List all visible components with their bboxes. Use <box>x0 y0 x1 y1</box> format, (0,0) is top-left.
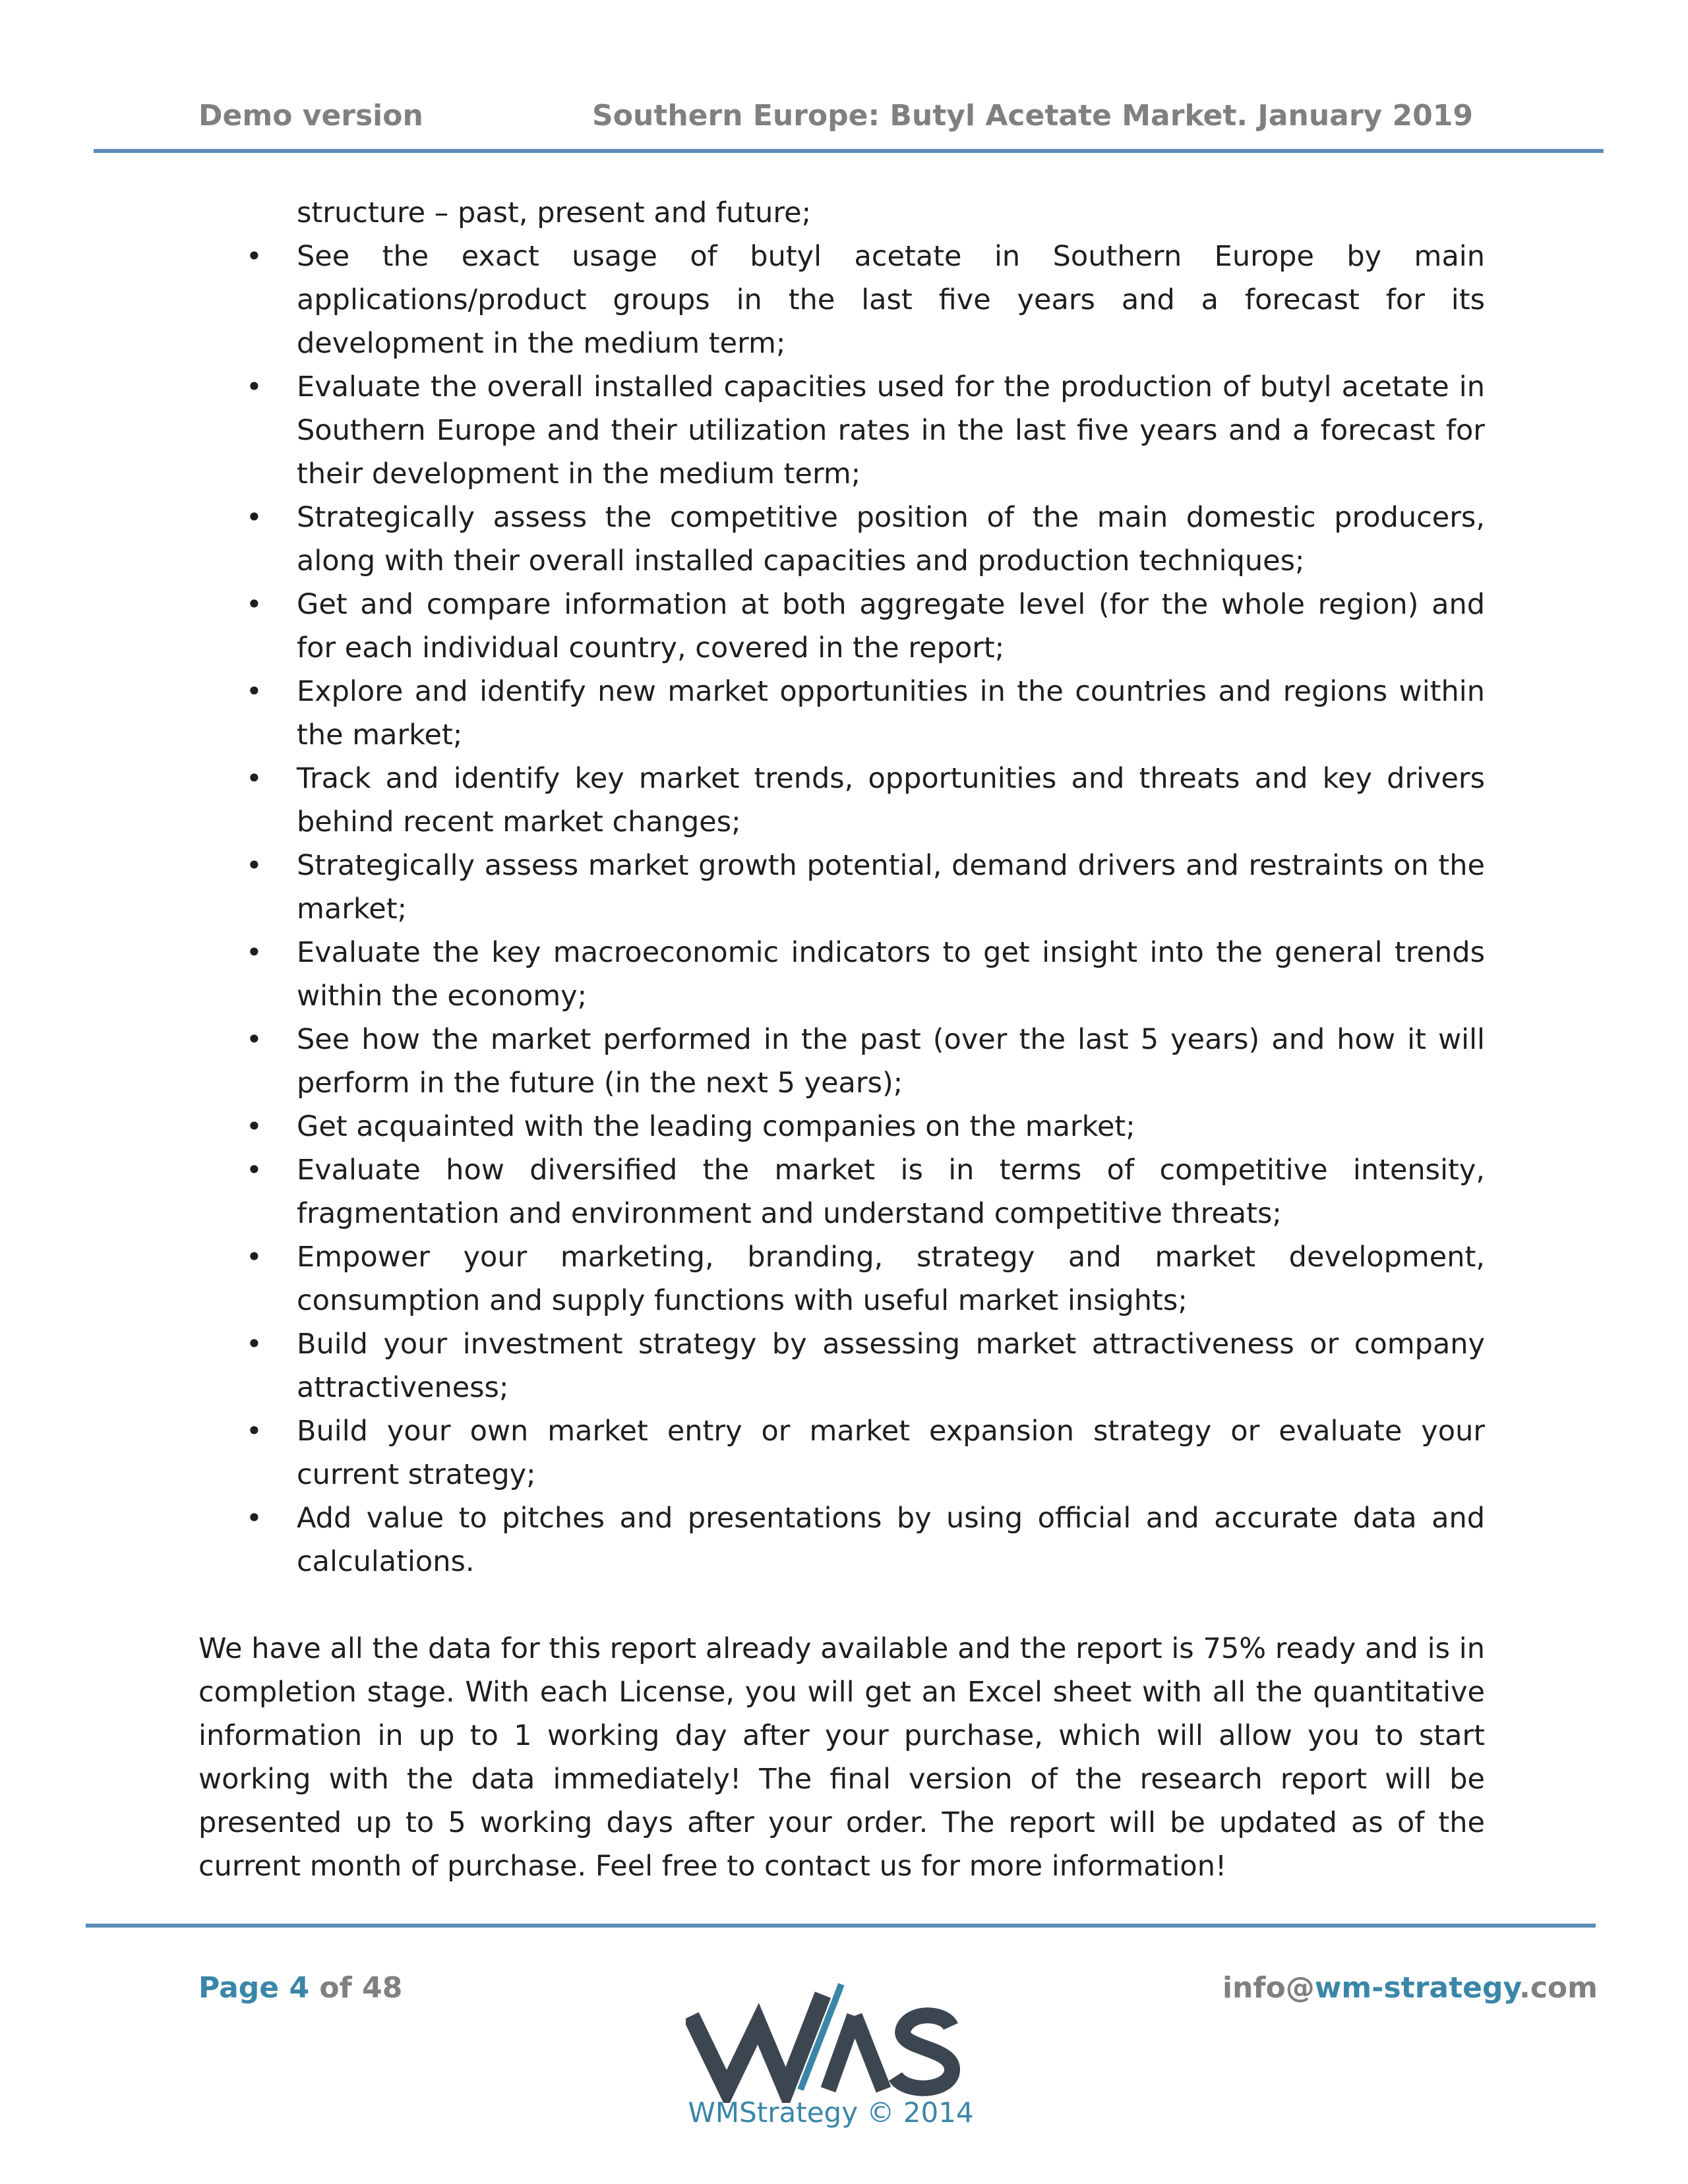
list-item: • Empower your marketing, branding, strategy and market development, consumption and supply functions with useful market insights; <box>198 1235 1485 1322</box>
list-item: • Track and identify key market trends, opportunities and threats and key drivers behind recent market changes; <box>198 757 1485 844</box>
page-number <box>198 1971 402 2005</box>
page-header <box>0 0 1688 158</box>
logo-letter-s <box>895 2015 952 2088</box>
contact-email[interactable] <box>1222 1971 1598 2005</box>
list-item: structure – past, present and future; <box>297 196 812 229</box>
list-item: • Build your investment strategy by assessing market attractiveness or company attractiveness; <box>198 1322 1485 1409</box>
list-item: • Get acquainted with the leading companies on the market; <box>198 1105 1485 1148</box>
availability-paragraph: We have all the data for this report already available and the report is 75% ready and is in completion stage. With each License, you will get an Excel sheet with all the quantitative information in up to 1 working day after your purchase, which will allow you to start working with the data immediately! The final version of the research report will be presented up to 5 working days after your order. The report will be updated as of the current month of purchase. Feel free to contact us for more information! <box>198 1632 1485 1883</box>
list-item: • Evaluate the overall installed capacities used for the production of butyl acetate in Southern Europe and their utilization rates in the last five years and a forecast for their development in the medium term; <box>198 365 1485 496</box>
list-item: • See how the market performed in the past (over the last 5 years) and how it will perform in the future (in the next 5 years); <box>198 1018 1485 1105</box>
copyright: WMStrategy © 2014 <box>688 2096 974 2129</box>
list-item: • Evaluate the key macroeconomic indicators to get insight into the general trends within the economy; <box>198 931 1485 1018</box>
list-item: • Build your own market entry or market expansion strategy or evaluate your current strategy; <box>198 1409 1485 1496</box>
page-word: Page <box>198 1971 280 2005</box>
page-current: 4 <box>289 1971 310 2005</box>
email-tld: .com <box>1519 1971 1598 2005</box>
footer-divider <box>86 1924 1596 1928</box>
list-item: • Strategically assess the competitive position of the main domestic producers, along with their overall installed capacities and production techniques; <box>198 496 1485 583</box>
list-item: • Add value to pitches and presentations by using official and accurate data and calculations. <box>198 1496 1485 1583</box>
list-item: • Evaluate how diversified the market is in terms of competitive intensity, fragmentation and environment and understand competitive threats; <box>198 1148 1485 1235</box>
logo-m-stroke-2 <box>855 2016 884 2090</box>
list-item: • See the exact usage of butyl acetate in Southern Europe by main applications/product groups in the last five years and a forecast for its development in the medium term; <box>198 235 1485 365</box>
page-of: of <box>319 1971 352 2005</box>
email-domain: wm-strategy <box>1314 1971 1520 2005</box>
list-item: • Explore and identify new market opportunities in the countries and regions within the market; <box>198 670 1485 757</box>
list-item: • Get and compare information at both aggregate level (for the whole region) and for each individual country, covered in the report; <box>198 583 1485 670</box>
header-divider <box>94 149 1604 153</box>
header-report-title: Southern Europe: Butyl Acetate Market. January 2019 <box>592 99 1473 133</box>
page-total: 48 <box>362 1971 403 2005</box>
email-user: info@ <box>1222 1971 1315 2005</box>
benefits-list <box>198 191 1485 1583</box>
header-demo-label: Demo version <box>198 99 423 133</box>
wms-logo <box>686 1978 963 2103</box>
list-item: • Strategically assess market growth potential, demand drivers and restraints on the market; <box>198 844 1485 931</box>
page-body <box>198 191 1485 1888</box>
